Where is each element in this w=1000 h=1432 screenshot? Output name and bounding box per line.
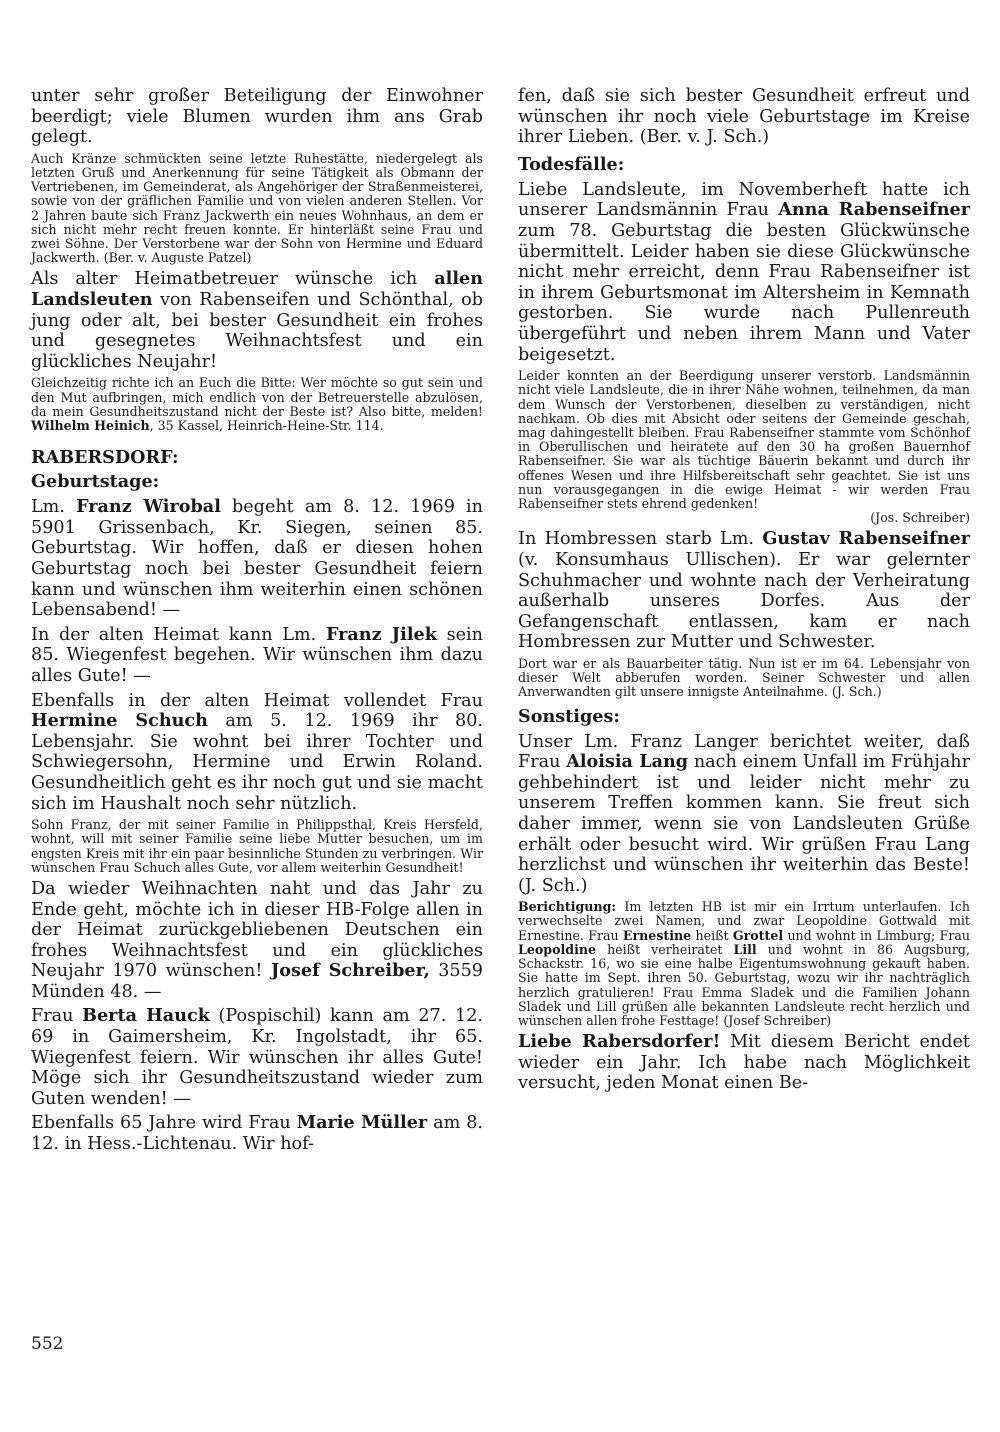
paragraph: Als alter Heimatbetreuer wünsche ich allen Landsleuten von Rabenseifen und Schönthal, ob jung oder alt, bei bester Gesundheit ein frohes und gesegnetes Weihnachtsfest und ein glückliches Neujahr! [31,268,483,372]
subheading-misc: Sonstiges: [518,705,620,727]
left-column [31,86,483,1159]
page-number: 552 [31,1334,64,1354]
paragraph-small: Dort war er als Bauarbeiter tätig. Nun ist er im 64. Lebensjahr von dieser Welt abberufen worden. Seiner Schwester und allen Anverwandten gilt unsere innigste Anteilnahme. (J. Sch.) [518,655,970,700]
paragraph: Da wieder Weihnachten naht und das Jahr zu Ende geht, möchte ich in dieser HB-Folge allen in der Heimat zurückgebliebenen Deutschen ein frohes Weihnachtsfest und ein glückliches Neujahr 1970 wünschen! Josef Schreiber, 3559 Münden 48. — [31,878,484,1002]
subheading-birthdays: Geburtstage: [31,471,160,493]
paragraph: Ebenfalls 65 Jahre wird Frau Marie Müller am 8. 12. in Hess.-Lichtenau. Wir hof- [31,1112,483,1155]
paragraph: unter sehr großer Beteiligung der Einwohner beerdigt; viele Blumen wurden ihm ans Grab gelegt. [31,86,483,148]
paragraph-small: Berichtigung: Im letzten HB ist mir ein Irrtum unterlaufen. Ich verwechselte zwei Namen, und zwar Leopoldine Gottwald mit Ernestine. Frau Ernestine heißt Grottel und wohnt in Limburg; Frau Leopoldine heißt verheiratet Lill und wohnt in 86 Augsburg, Schackstr. 16, wo sie eine halbe Eigentumswohnung gekauft haben. Sie hatte im Sept. ihren 50. Geburtstag, wozu wir ihr nachträglich herzlich gratulieren! Frau Emma Sladek und die Familien Johann Sladek und Lill grüßen alle bekannten Landsleute recht herzlich und wünschen allen frohe Festtage! (Josef Schreiber) [518,899,970,1028]
paragraph: In Hombressen starb Lm. Gustav Rabenseifner (v. Konsumhaus Ullischen). Er war gelernter Schuhmacher und wohnte nach der Verheiratung außerhalb unseres Dorfes. Aus der Gefangenschaft entlassen, kam er nach Hombressen zur Mutter und Schwester. [518,528,970,653]
paragraph: Unser Lm. Franz Langer berichtet weiter, daß Frau Aloisia Lang nach einem Unfall im Frühjahr gehbehindert ist und leider nicht mehr zu unserem Treffen kommen kann. Sie freut sich daher immer, wenn sie von Landsleuten Grüße erhält oder besucht wird. Wir grüßen Frau Lang herzlichst und wünschen ihr weiterhin das Beste! (J. Sch.) [518,731,971,896]
paragraph-small: Auch Kränze schmückten seine letzte Ruhestätte, niedergelegt als letzten Gruß und Anerkennung für seine Tätigkeit als Obmann der Vertriebenen, im Gemeinderat, als Angehöriger der Straßenmeisterei, sowie von der gräflichen Familie und von vielen anderen Stellen. Vor 2 Jahren baute sich Franz Jackwerth ein neues Wohnhaus, an dem er sich nicht mehr recht freuen konnte. Er hinterläßt seine Frau und zwei Söhne. Der Verstorbene war der Sohn von Hermine und Eduard Jackwerth. (Ber. v. Auguste Patzel) [31,150,483,266]
signature: (Jos. Schreiber) [870,510,970,526]
subheading-deaths: Todesfälle: [518,153,625,175]
paragraph: In der alten Heimat kann Lm. Franz Jilek sein 85. Wiegenfest begehen. Wir wünschen ihm dazu alles Gute! — [31,623,483,686]
paragraph: Frau Berta Hauck (Pospischil) kann am 27. 12. 69 in Gaimersheim, Kr. Ingolstadt, ihr 65. Wiegenfest feiern. Wir wünschen ihr alles Gute! Möge sich ihr Gesundheitszustand wieder zum Guten wenden! — [31,1005,483,1109]
paragraph-small: Gleichzeitig richte ich an Euch die Bitte: Wer möchte so gut sein und den Mut aufbringen, mich endlich von der Betreuerstelle abzulösen, da mein Gesundheitszustand nicht der Beste ist? Also bitte, melden! Wilhelm Heinich, 35 Kassel, Heinrich-Heine-Str. 114. [31,375,483,433]
paragraph: Ebenfalls in der alten Heimat vollendet Frau Hermine Schuch am 5. 12. 1969 ihr 80. Lebensjahr. Sie wohnt bei ihrer Tochter und Schwiegersohn, Hermine und Erwin Roland. Gesundheitlich geht es ihr noch gut und sie macht sich im Haushalt noch sehr nützlich. [31,690,483,814]
paragraph: Liebe Rabersdorfer! Mit diesem Bericht endet wieder ein Jahr. Ich habe nach Möglichkeit versucht, jeden Monat einen Be- [518,1031,970,1094]
paragraph-small: Leider konnten an der Beerdigung unserer verstorb. Landsmännin nicht viele Landsleute, die in ihrer Nähe wohnen, teilnehmen, da man dem Wunsch der Verstorbenen, dieselben zu verständigen, nicht nachkam. Ob dies mit Absicht oder seitens der Gemeinde geschah, mag dahingestellt bleiben. Frau Rabenseifner stammte vom Schönhof in Oberullischen und heiratete auf den 30 ha großen Bauernhof Rabenseifner. Sie war als tüchtige Bäuerin bekannt und durch ihr offenes Wesen und ihre Hilfsbereitschaft sehr geachtet. Sie ist uns nun vorausgegangen in die ewige Heimat - wir werden Frau Rabenseifner stets ehrend gedenken! (Jos. Schreiber) [518,368,970,526]
right-column [518,86,970,1098]
paragraph-small: Sohn Franz, der mit seiner Familie in Philippsthal, Kreis Hersfeld, wohnt, will mit seiner Familie seine liebe Mutter besuchen, um im engsten Kreis mit ihr ein paar besinnliche Stunden zu verbringen. Wir wünschen Frau Schuch alles Gute, vor allem weiterhin Gesundheit! [31,817,483,875]
paragraph: fen, daß sie sich bester Gesundheit erfreut und wünschen ihr noch viele Geburtstage im Kreise ihrer Lieben. (Ber. v. J. Sch.) [518,86,970,148]
paragraph: Liebe Landsleute, im Novemberheft hatte ich unserer Landsmännin Frau Anna Rabenseifner zum 78. Geburtstag die besten Glückwünsche übermittelt. Leider haben sie diese Glückwünsche nicht mehr erreicht, denn Frau Rabenseifner ist in ihrem Geburtsmonat im Altersheim in Kemnath gestorben. Sie wurde nach Pullenreuth übergeführt und neben ihrem Mann und Vater beigesetzt. [518,179,971,365]
section-heading: RABERSDORF: [31,447,179,469]
paragraph: Lm. Franz Wirobal begeht am 8. 12. 1969 in 5901 Grissenbach, Kr. Siegen, seinen 85. Geburtstag. Wir hoffen, daß er diesen hohen Geburtstag noch bei bester Gesundheit feiern kann und wünschen ihm weiterhin einen schönen Lebensabend! — [31,496,483,621]
